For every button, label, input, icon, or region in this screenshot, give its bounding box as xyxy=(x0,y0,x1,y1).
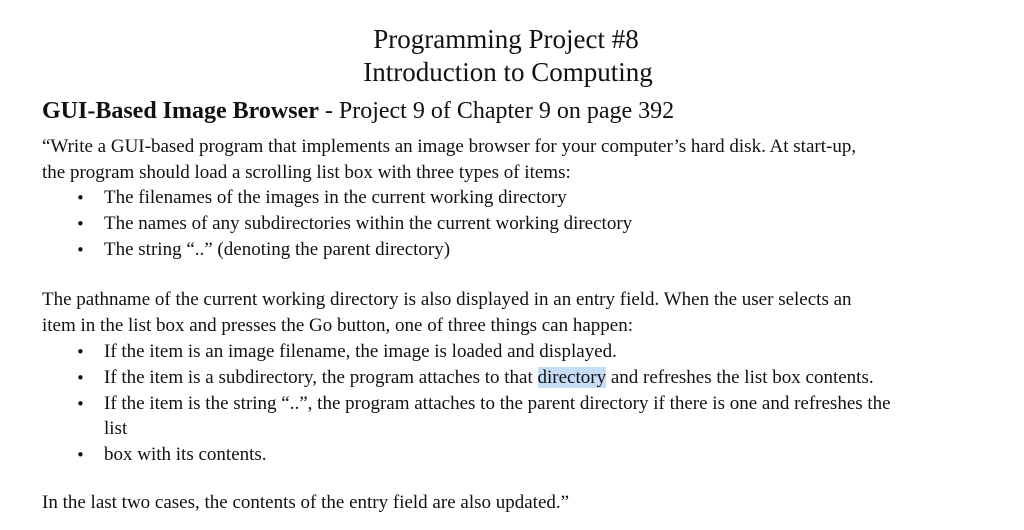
list-item-text-start: If the item is a subdirectory, the program attaches to that xyxy=(104,367,538,388)
project-heading-bold: GUI-Based Image Browser xyxy=(42,98,319,124)
list-item-text: The names of any subdirectories within the current working directory xyxy=(104,213,633,234)
project-heading-rest: - Project 9 of Chapter 9 on page 392 xyxy=(318,98,675,124)
list-item-continuation: list xyxy=(104,418,128,439)
behavior-paragraph-line1: The pathname of the current working directory is also displayed in an entry field. When the user selects an xyxy=(42,289,852,310)
bullet-icon: • xyxy=(76,446,85,464)
closing-paragraph: In the last two cases, the contents of the entry field are also updated.” xyxy=(42,492,570,513)
document-subtitle: Introduction to Computing xyxy=(363,57,653,87)
behavior-paragraph-line2: item in the list box and presses the Go button, one of three things can happen: xyxy=(42,315,633,336)
document-title: Programming Project #8 xyxy=(373,24,639,54)
list-item-text: The filenames of the images in the current working directory xyxy=(104,187,567,208)
bullet-icon: • xyxy=(76,343,85,361)
bullet-icon: • xyxy=(76,215,85,233)
project-heading xyxy=(42,96,674,126)
bullet-icon: • xyxy=(76,369,85,387)
list-item-text: The string “..” (denoting the parent directory) xyxy=(104,239,451,260)
list-item-text: box with its contents. xyxy=(104,444,267,465)
intro-paragraph-line1: “Write a GUI-based program that implements an image browser for your computer’s hard disk. At start-up, xyxy=(42,136,857,157)
bullet-icon: • xyxy=(76,395,85,413)
list-item-text: If the item is the string “..”, the program attaches to the parent directory if there is one and refreshes the xyxy=(104,393,891,414)
list-item-text: If the item is an image filename, the image is loaded and displayed. xyxy=(104,341,617,362)
selected-text-highlight[interactable]: directory xyxy=(537,367,607,388)
list-item-text xyxy=(104,365,874,391)
bullet-icon: • xyxy=(76,189,85,207)
intro-paragraph-line2: the program should load a scrolling list box with three types of items: xyxy=(42,162,571,183)
list-item-text-end: and refreshes the list box contents. xyxy=(606,367,874,388)
bullet-icon: • xyxy=(76,241,85,259)
